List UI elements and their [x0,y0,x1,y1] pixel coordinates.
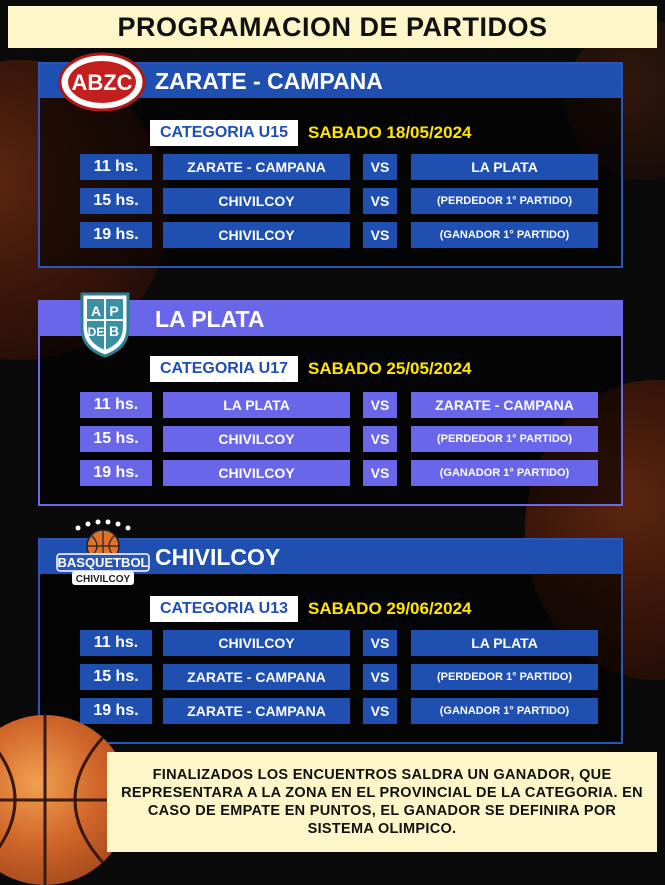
logo-subtext: CHIVILCOY [75,574,131,585]
logo-letter: A [90,303,102,319]
away-team: (GANADOR 1° PARTIDO) [411,222,598,248]
home-team: ZARATE - CAMPANA [163,664,350,690]
vs-label: VS [363,222,397,248]
away-team: LA PLATA [411,154,598,180]
match-time: 15 hs. [80,664,152,690]
footer-note [107,752,657,852]
match-time: 19 hs. [80,460,152,486]
logo-letter: DE [87,325,105,339]
category-label: CATEGORIA U15 [150,120,298,146]
match-time: 19 hs. [80,698,152,724]
page-title: PROGRAMACION DE PARTIDOS [117,11,548,42]
away-team: (PERDEDOR 1° PARTIDO) [411,664,598,690]
match-date: SABADO 29/06/2024 [308,599,472,618]
away-team: (PERDEDOR 1° PARTIDO) [411,426,598,452]
away-team: (GANADOR 1° PARTIDO) [411,698,598,724]
away-team: LA PLATA [411,630,598,656]
match-time: 19 hs. [80,222,152,248]
vs-label: VS [363,698,397,724]
vs-label: VS [363,630,397,656]
section-title: ZARATE - CAMPANA [155,67,383,94]
match-time: 11 hs. [80,630,152,656]
away-team: (GANADOR 1° PARTIDO) [411,460,598,486]
match-time: 11 hs. [80,154,152,180]
away-team: (PERDEDOR 1° PARTIDO) [411,188,598,214]
basquetbol-chivilcoy-logo [54,518,152,590]
logo-text: ABZC [71,70,133,95]
home-team: CHIVILCOY [163,188,350,214]
category-row [150,356,472,382]
match-time: 15 hs. [80,426,152,452]
vs-label: VS [363,154,397,180]
vs-label: VS [363,426,397,452]
footer-text: FINALIZADOS LOS ENCUENTROS SALDRA UN GANADOR, QUE REPRESENTARA A LA ZONA EN EL PROVINCIAL DE LA CATEGORIA. EN CASO DE EMPATE EN PUNTOS, EL GANADOR SE DEFINIRA POR SISTEMA OLIMPICO. [121,767,643,837]
category-row [150,596,472,622]
section-title: LA PLATA [155,305,265,332]
category-label: CATEGORIA U13 [150,596,298,622]
star-icons [76,520,131,531]
home-team: LA PLATA [163,392,350,418]
logo-letter: B [108,323,120,339]
home-team: CHIVILCOY [163,630,350,656]
match-time: 15 hs. [80,188,152,214]
match-date: SABADO 18/05/2024 [308,123,472,142]
logo-text: BASQUETBOL [57,555,149,570]
vs-label: VS [363,664,397,690]
logo-letter: P [109,303,119,319]
match-date: SABADO 25/05/2024 [308,359,472,378]
category-label: CATEGORIA U17 [150,356,298,382]
vs-label: VS [363,188,397,214]
home-team: ZARATE - CAMPANA [163,154,350,180]
section-title: CHIVILCOY [155,543,281,570]
home-team: CHIVILCOY [163,460,350,486]
home-team: ZARATE - CAMPANA [163,698,350,724]
page-title-bar [8,6,657,48]
abzc-logo [58,52,146,112]
home-team: CHIVILCOY [163,222,350,248]
vs-label: VS [363,392,397,418]
category-row [150,120,472,146]
away-team: ZARATE - CAMPANA [411,392,598,418]
vs-label: VS [363,460,397,486]
home-team: CHIVILCOY [163,426,350,452]
match-time: 11 hs. [80,392,152,418]
apdeb-shield-logo [76,290,134,358]
